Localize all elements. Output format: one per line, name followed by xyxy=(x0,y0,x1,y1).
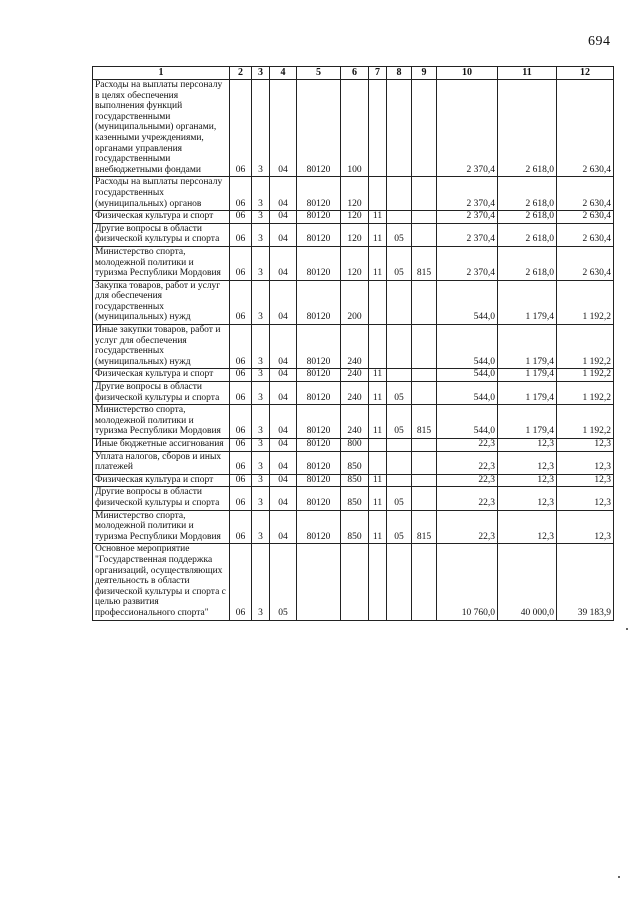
code-cell: 04 xyxy=(270,369,297,382)
amount-cell: 544,0 xyxy=(437,280,498,324)
amount-cell: 2 370,4 xyxy=(437,80,498,177)
code-cell: 04 xyxy=(270,439,297,452)
amount-cell: 2 618,0 xyxy=(498,223,557,246)
amount-cell: 2 618,0 xyxy=(498,211,557,224)
row-label-cell: Министерство спорта, молодежной политики и туризма Республики Мордовия xyxy=(93,405,230,439)
amount-cell: 544,0 xyxy=(437,325,498,369)
code-cell: 06 xyxy=(230,487,252,510)
amount-cell: 10 760,0 xyxy=(437,544,498,620)
table-row xyxy=(93,487,614,510)
table-row xyxy=(93,246,614,280)
table-row xyxy=(93,405,614,439)
code-cell: 05 xyxy=(387,510,412,544)
code-cell xyxy=(369,177,387,211)
amount-cell: 2 618,0 xyxy=(498,246,557,280)
code-cell xyxy=(369,280,387,324)
code-cell xyxy=(387,280,412,324)
column-header-2: 2 xyxy=(230,67,252,80)
code-cell: 815 xyxy=(412,246,437,280)
row-label-cell: Другие вопросы в области физической культуры и спорта xyxy=(93,382,230,405)
row-label-cell: Министерство спорта, молодежной политики и туризма Республики Мордовия xyxy=(93,246,230,280)
code-cell xyxy=(369,451,387,474)
code-cell: 80120 xyxy=(297,280,341,324)
code-cell: 100 xyxy=(341,80,369,177)
code-cell: 3 xyxy=(252,451,270,474)
amount-cell: 12,3 xyxy=(557,439,614,452)
amount-cell: 2 370,4 xyxy=(437,211,498,224)
amount-cell: 544,0 xyxy=(437,382,498,405)
code-cell: 06 xyxy=(230,382,252,405)
code-cell xyxy=(387,211,412,224)
code-cell xyxy=(387,80,412,177)
amount-cell: 22,3 xyxy=(437,487,498,510)
code-cell: 06 xyxy=(230,474,252,487)
code-cell xyxy=(412,280,437,324)
row-label-cell: Основное мероприятие "Государственная поддержка организаций, осуществляющих деятельность в области физической культуры и спорта с целью развития профессионального спорта" xyxy=(93,544,230,620)
amount-cell: 12,3 xyxy=(498,510,557,544)
page-number: 694 xyxy=(588,34,611,49)
row-label-cell: Иные закупки товаров, работ и услуг для обеспечения государственных (муниципальных) нужд xyxy=(93,325,230,369)
code-cell: 240 xyxy=(341,369,369,382)
code-cell: 04 xyxy=(270,246,297,280)
amount-cell: 1 192,2 xyxy=(557,280,614,324)
code-cell: 3 xyxy=(252,439,270,452)
column-header-9: 9 xyxy=(412,67,437,80)
code-cell xyxy=(387,369,412,382)
code-cell xyxy=(412,487,437,510)
code-cell xyxy=(412,223,437,246)
amount-cell: 2 630,4 xyxy=(557,80,614,177)
amount-cell: 2 630,4 xyxy=(557,223,614,246)
table-body xyxy=(93,80,614,621)
code-cell: 04 xyxy=(270,211,297,224)
amount-cell: 2 630,4 xyxy=(557,177,614,211)
code-cell: 3 xyxy=(252,246,270,280)
amount-cell: 2 630,4 xyxy=(557,246,614,280)
column-header-3: 3 xyxy=(252,67,270,80)
amount-cell: 1 192,2 xyxy=(557,369,614,382)
code-cell: 06 xyxy=(230,369,252,382)
code-cell: 240 xyxy=(341,325,369,369)
code-cell: 06 xyxy=(230,211,252,224)
amount-cell: 2 370,4 xyxy=(437,177,498,211)
table-row xyxy=(93,211,614,224)
code-cell: 80120 xyxy=(297,369,341,382)
code-cell: 3 xyxy=(252,80,270,177)
code-cell: 06 xyxy=(230,544,252,620)
table-row xyxy=(93,544,614,620)
table-row xyxy=(93,280,614,324)
code-cell xyxy=(412,325,437,369)
code-cell: 3 xyxy=(252,382,270,405)
amount-cell: 2 630,4 xyxy=(557,211,614,224)
code-cell: 80120 xyxy=(297,439,341,452)
code-cell: 80120 xyxy=(297,325,341,369)
amount-cell: 1 179,4 xyxy=(498,325,557,369)
code-cell: 3 xyxy=(252,544,270,620)
code-cell: 850 xyxy=(341,474,369,487)
code-cell xyxy=(297,544,341,620)
amount-cell: 40 000,0 xyxy=(498,544,557,620)
code-cell: 3 xyxy=(252,177,270,211)
amount-cell: 2 618,0 xyxy=(498,80,557,177)
amount-cell: 1 179,4 xyxy=(498,280,557,324)
column-header-12: 12 xyxy=(557,67,614,80)
code-cell: 06 xyxy=(230,223,252,246)
amount-cell: 1 192,2 xyxy=(557,382,614,405)
code-cell: 850 xyxy=(341,510,369,544)
column-header-10: 10 xyxy=(437,67,498,80)
amount-cell: 1 179,4 xyxy=(498,405,557,439)
amount-cell: 544,0 xyxy=(437,369,498,382)
code-cell xyxy=(412,382,437,405)
code-cell: 11 xyxy=(369,474,387,487)
code-cell xyxy=(412,439,437,452)
code-cell: 80120 xyxy=(297,382,341,405)
code-cell: 04 xyxy=(270,487,297,510)
code-cell: 815 xyxy=(412,405,437,439)
row-label-cell: Закупка товаров, работ и услуг для обеспечения государственных (муниципальных) нужд xyxy=(93,280,230,324)
code-cell: 120 xyxy=(341,223,369,246)
column-header-6: 6 xyxy=(341,67,369,80)
code-cell: 05 xyxy=(270,544,297,620)
table-row xyxy=(93,177,614,211)
code-cell: 80120 xyxy=(297,223,341,246)
code-cell xyxy=(412,80,437,177)
row-label-cell: Расходы на выплаты персоналу государственных (муниципальных) органов xyxy=(93,177,230,211)
code-cell xyxy=(369,544,387,620)
code-cell xyxy=(412,451,437,474)
code-cell: 06 xyxy=(230,280,252,324)
code-cell: 06 xyxy=(230,405,252,439)
amount-cell: 12,3 xyxy=(498,474,557,487)
code-cell: 3 xyxy=(252,405,270,439)
code-cell: 11 xyxy=(369,510,387,544)
scan-speck xyxy=(626,628,628,630)
code-cell: 11 xyxy=(369,211,387,224)
table-row xyxy=(93,510,614,544)
code-cell: 80120 xyxy=(297,211,341,224)
code-cell xyxy=(387,325,412,369)
code-cell: 04 xyxy=(270,325,297,369)
code-cell: 800 xyxy=(341,439,369,452)
row-label-cell: Другие вопросы в области физической культуры и спорта xyxy=(93,487,230,510)
code-cell: 850 xyxy=(341,487,369,510)
code-cell: 06 xyxy=(230,177,252,211)
code-cell: 80120 xyxy=(297,405,341,439)
row-label-cell: Физическая культура и спорт xyxy=(93,474,230,487)
code-cell: 80120 xyxy=(297,80,341,177)
code-cell xyxy=(387,451,412,474)
code-cell: 06 xyxy=(230,246,252,280)
code-cell: 3 xyxy=(252,325,270,369)
code-cell xyxy=(412,369,437,382)
code-cell xyxy=(387,177,412,211)
amount-cell: 39 183,9 xyxy=(557,544,614,620)
amount-cell: 12,3 xyxy=(498,439,557,452)
code-cell: 80120 xyxy=(297,451,341,474)
code-cell: 04 xyxy=(270,510,297,544)
code-cell xyxy=(387,544,412,620)
table-row xyxy=(93,80,614,177)
code-cell: 3 xyxy=(252,474,270,487)
code-cell xyxy=(369,80,387,177)
code-cell: 80120 xyxy=(297,177,341,211)
amount-cell: 22,3 xyxy=(437,451,498,474)
code-cell: 80120 xyxy=(297,510,341,544)
table-row xyxy=(93,369,614,382)
amount-cell: 12,3 xyxy=(498,487,557,510)
code-cell: 11 xyxy=(369,369,387,382)
amount-cell: 12,3 xyxy=(557,487,614,510)
row-label-cell: Министерство спорта, молодежной политики и туризма Республики Мордовия xyxy=(93,510,230,544)
column-header-5: 5 xyxy=(297,67,341,80)
code-cell: 3 xyxy=(252,280,270,324)
amount-cell: 22,3 xyxy=(437,510,498,544)
code-cell: 11 xyxy=(369,246,387,280)
amount-cell: 2 618,0 xyxy=(498,177,557,211)
code-cell: 11 xyxy=(369,405,387,439)
amount-cell: 544,0 xyxy=(437,405,498,439)
budget-table xyxy=(92,66,614,621)
table-row xyxy=(93,451,614,474)
amount-cell: 1 192,2 xyxy=(557,325,614,369)
code-cell: 80120 xyxy=(297,474,341,487)
code-cell: 04 xyxy=(270,382,297,405)
code-cell: 240 xyxy=(341,382,369,405)
column-header-4: 4 xyxy=(270,67,297,80)
code-cell: 80120 xyxy=(297,487,341,510)
table-row xyxy=(93,439,614,452)
code-cell: 05 xyxy=(387,246,412,280)
amount-cell: 1 179,4 xyxy=(498,369,557,382)
code-cell: 120 xyxy=(341,177,369,211)
code-cell xyxy=(341,544,369,620)
code-cell: 04 xyxy=(270,280,297,324)
table-row xyxy=(93,382,614,405)
table-row xyxy=(93,325,614,369)
amount-cell: 22,3 xyxy=(437,474,498,487)
amount-cell: 1 179,4 xyxy=(498,382,557,405)
row-label-cell: Физическая культура и спорт xyxy=(93,369,230,382)
code-cell: 05 xyxy=(387,382,412,405)
code-cell: 04 xyxy=(270,80,297,177)
table-header-row xyxy=(93,67,614,80)
code-cell: 06 xyxy=(230,451,252,474)
row-label-cell: Иные бюджетные ассигнования xyxy=(93,439,230,452)
code-cell: 06 xyxy=(230,439,252,452)
column-header-1: 1 xyxy=(93,67,230,80)
code-cell: 04 xyxy=(270,177,297,211)
code-cell: 850 xyxy=(341,451,369,474)
code-cell: 80120 xyxy=(297,246,341,280)
code-cell: 3 xyxy=(252,487,270,510)
amount-cell: 12,3 xyxy=(557,510,614,544)
column-header-8: 8 xyxy=(387,67,412,80)
code-cell: 11 xyxy=(369,487,387,510)
code-cell: 05 xyxy=(387,487,412,510)
code-cell: 06 xyxy=(230,80,252,177)
amount-cell: 12,3 xyxy=(498,451,557,474)
row-label-cell: Расходы на выплаты персоналу в целях обеспечения выполнения функций государственными (муниципальными) органами, казенными учреждениями, органами управления государственными внебюджетными фондами xyxy=(93,80,230,177)
code-cell: 04 xyxy=(270,223,297,246)
code-cell: 11 xyxy=(369,223,387,246)
code-cell: 04 xyxy=(270,451,297,474)
row-label-cell: Другие вопросы в области физической культуры и спорта xyxy=(93,223,230,246)
amount-cell: 22,3 xyxy=(437,439,498,452)
code-cell: 200 xyxy=(341,280,369,324)
code-cell xyxy=(412,544,437,620)
code-cell: 06 xyxy=(230,510,252,544)
code-cell: 3 xyxy=(252,223,270,246)
code-cell: 04 xyxy=(270,405,297,439)
code-cell xyxy=(412,211,437,224)
table-row xyxy=(93,474,614,487)
code-cell: 120 xyxy=(341,211,369,224)
code-cell: 05 xyxy=(387,223,412,246)
code-cell xyxy=(369,439,387,452)
code-cell xyxy=(412,474,437,487)
code-cell xyxy=(387,474,412,487)
code-cell: 3 xyxy=(252,510,270,544)
amount-cell: 1 192,2 xyxy=(557,405,614,439)
amount-cell: 2 370,4 xyxy=(437,223,498,246)
code-cell: 06 xyxy=(230,325,252,369)
column-header-7: 7 xyxy=(369,67,387,80)
amount-cell: 12,3 xyxy=(557,474,614,487)
code-cell: 120 xyxy=(341,246,369,280)
amount-cell: 2 370,4 xyxy=(437,246,498,280)
table-row xyxy=(93,223,614,246)
code-cell: 3 xyxy=(252,369,270,382)
amount-cell: 12,3 xyxy=(557,451,614,474)
code-cell: 240 xyxy=(341,405,369,439)
code-cell: 3 xyxy=(252,211,270,224)
scan-speck xyxy=(618,876,620,878)
code-cell: 11 xyxy=(369,382,387,405)
code-cell xyxy=(387,439,412,452)
code-cell: 05 xyxy=(387,405,412,439)
row-label-cell: Физическая культура и спорт xyxy=(93,211,230,224)
code-cell: 815 xyxy=(412,510,437,544)
code-cell xyxy=(369,325,387,369)
code-cell: 04 xyxy=(270,474,297,487)
column-header-11: 11 xyxy=(498,67,557,80)
code-cell xyxy=(412,177,437,211)
row-label-cell: Уплата налогов, сборов и иных платежей xyxy=(93,451,230,474)
